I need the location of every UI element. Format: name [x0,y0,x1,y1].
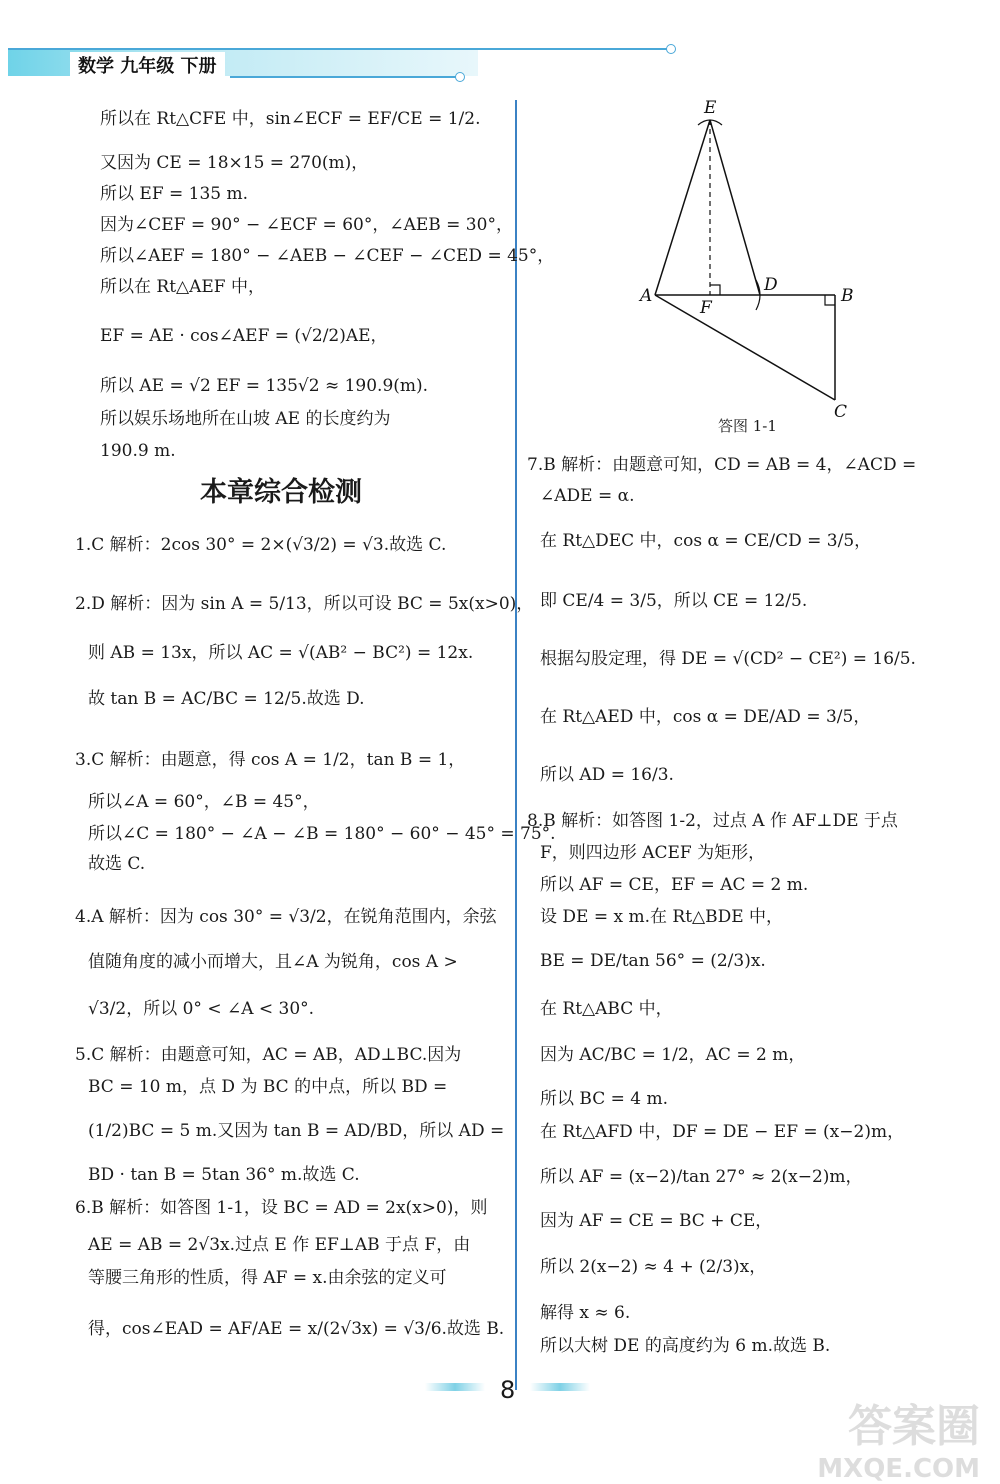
text-line: EF = AE · cos∠AEF = (√2/2)AE， [100,326,388,346]
text-line: 所以在 Rt△CFE 中，sin∠ECF = EF/CE = 1/2. [100,109,481,129]
figure-1-1 [630,95,870,420]
text-line: 所以 AE = √2 EF = 135√2 ≈ 190.9(m). [100,376,429,396]
header-dot-icon [666,44,676,54]
text-line: 所以在 Rt△AEF 中， [100,277,265,297]
segment-ac [655,295,835,400]
answer-line: 所以 AF = (x−2)/tan 27° ≈ 2(x−2)m， [540,1167,863,1187]
answer-line: 等腰三角形的性质，得 AF = x.由余弦的定义可 [88,1268,447,1288]
answer-line: (1/2)BC = 5 m.又因为 tan B = AD/BD，所以 AD = [88,1121,505,1141]
label-a: A [640,286,653,306]
answer-line: 4.A 解析：因为 cos 30° = √3/2，在锐角范围内，余弦 [75,907,497,927]
right-angle-f [710,285,720,295]
header-rule-bottom [230,76,456,78]
label-b: B [841,286,854,306]
answer-line: 得，cos∠EAD = AF/AE = x/(2√3x) = √3/6.故选 B. [88,1319,505,1339]
answer-line: 即 CE/4 = 3/5，所以 CE = 12/5. [540,591,808,611]
answer-line: 故选 C. [88,854,146,874]
answer-line: 在 Rt△DEC 中，cos α = CE/CD = 3/5， [540,531,872,551]
answer-line: 所以∠A = 60°，∠B = 45°， [88,792,320,812]
label-c: C [834,402,848,420]
footer-decoration-left [425,1383,485,1391]
answer-line: 故 tan B = AC/BC = 12/5.故选 D. [88,689,365,709]
watermark-text: 答案圈 [848,1401,980,1452]
column-divider [515,100,517,1390]
answer-line: 根据勾股定理，得 DE = √(CD² − CE²) = 16/5. [540,649,916,669]
answer-line: √3/2，所以 0° < ∠A < 30°. [88,999,315,1019]
label-f: F [700,298,712,318]
watermark-url: MXQE.COM [817,1454,980,1484]
answer-line: BE = DE/tan 56° = (2/3)x. [540,951,766,971]
answer-line: ∠ADE = α. [540,486,635,506]
answer-line: 1.C 解析：2cos 30° = 2×(√3/2) = √3.故选 C. [75,535,447,555]
answer-line: 5.C 解析：由题意可知，AC = AB，AD⊥BC.因为 [75,1045,462,1065]
answer-line: 因为 AF = CE = BC + CE， [540,1211,773,1231]
answer-line: 解得 x ≈ 6. [540,1303,631,1323]
text-line: 又因为 CE = 18×15 = 270(m)， [100,153,369,173]
answer-line: 则 AB = 13x，所以 AC = √(AB² − BC²) = 12x. [88,643,474,663]
text-line: 所以∠AEF = 180° − ∠AEB − ∠CEF − ∠CED = 45°， [100,246,555,266]
answer-line: BD · tan B = 5tan 36° m.故选 C. [88,1165,360,1185]
answer-line: 值随角度的减小而增大，且∠A 为锐角，cos A > [88,952,458,972]
answer-line: 所以 AF = CE，EF = AC = 2 m. [540,875,809,895]
header-rule-top [8,48,668,50]
answer-line: 所以大树 DE 的高度约为 6 m.故选 B. [540,1336,831,1356]
answer-line: 8.B 解析：如答图 1-2，过点 A 作 AF⊥DE 于点 [527,811,898,831]
answer-line: 6.B 解析：如答图 1-1，设 BC = AD = 2x(x>0)，则 [75,1198,488,1218]
answer-line: 所以 AD = 16/3. [540,765,674,785]
answer-line: BC = 10 m，点 D 为 BC 的中点，所以 BD = [88,1077,448,1097]
header-dot-icon [455,72,465,82]
right-angle-b [825,295,835,305]
answer-line: 因为 AC/BC = 1/2，AC = 2 m， [540,1045,806,1065]
footer-decoration-right [530,1383,590,1391]
text-line: 所以娱乐场地所在山坡 AE 的长度约为 [100,409,391,429]
answer-line: 3.C 解析：由题意，得 cos A = 1/2，tan B = 1， [75,750,466,770]
section-title: 本章综合检测 [200,477,362,508]
segment-ea [655,120,710,295]
text-line: 190.9 m. [100,441,176,461]
answer-line: 在 Rt△AFD 中，DF = DE − EF = (x−2)m， [540,1122,905,1142]
text-line: 因为∠CEF = 90° − ∠ECF = 60°，∠AEB = 30°， [100,215,513,235]
label-e: E [704,98,717,118]
answer-line: 在 Rt△AED 中，cos α = DE/AD = 3/5， [540,707,871,727]
page-header-title: 数学 九年级 下册 [70,52,225,78]
answer-line: AE = AB = 2√3x.过点 E 作 EF⊥AB 于点 F，由 [88,1235,471,1255]
answer-line: 所以 2(x−2) ≈ 4 + (2/3)x， [540,1257,767,1277]
segment-ed [710,120,760,295]
answer-line: 7.B 解析：由题意可知，CD = AB = 4，∠ACD = [527,455,917,475]
answer-line: 2.D 解析：因为 sin A = 5/13，所以可设 BC = 5x(x>0)， [75,594,534,614]
answer-line: 在 Rt△ABC 中， [540,999,673,1019]
page-number: 8 [500,1376,516,1404]
text-line: 所以 EF = 135 m. [100,184,249,204]
label-d: D [764,275,778,295]
answer-line: 所以 BC = 4 m. [540,1089,669,1109]
figure-caption: 答图 1-1 [718,417,777,435]
answer-line: 设 DE = x m.在 Rt△BDE 中， [540,907,784,927]
answer-line: F，则四边形 ACEF 为矩形， [540,843,766,863]
answer-line: 所以∠C = 180° − ∠A − ∠B = 180° − 60° − 45° = 75°. [88,824,556,844]
